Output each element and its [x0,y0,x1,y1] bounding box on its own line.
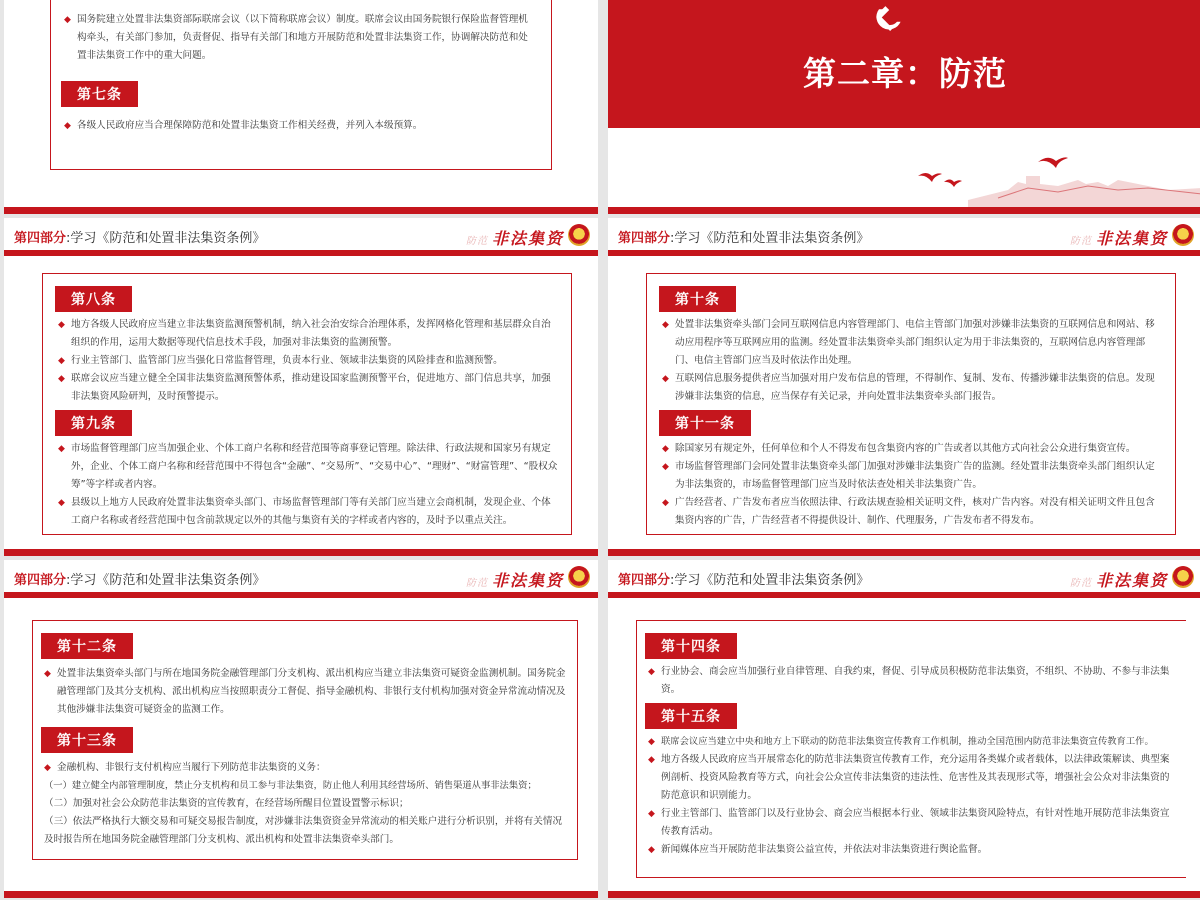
header-subtitle: :学习《防范和处置非法集资条例》 [670,231,870,246]
bottom-bar [608,891,1200,898]
list-item: ◆ 除国家另有规定外，任何单位和个人不得发布包含集资内容的广告或者以其他方式向社会公众进行集资宣传。 [659,440,1163,458]
bottom-bar [4,207,598,214]
slide-header [4,218,598,256]
national-emblem-icon [568,224,590,246]
article-title: 第八条 [55,286,132,312]
list-item: ◆ 市场监督管理部门会同处置非法集资牵头部门加强对涉嫌非法集资广告的监测。经处置非法集资牵头部门组织认定为非法集资的，市场监督管理部门应当及时依法查处相关非法集资广告。 [659,458,1163,494]
list-line: （二）加强对社会公众防范非法集资的宣传教育，在经营场所醒目位置设置警示标识； [44,798,409,809]
logo-main-text: 非法集资 [1095,571,1168,590]
content-box [50,0,552,170]
national-emblem-icon [1172,566,1194,588]
slide-header [4,560,598,598]
logo-main-text: 非法集资 [491,571,564,590]
slide-chapter-title [608,0,1200,214]
header-part: 第四部分 [618,573,671,588]
list-line: （三）依法严格执行大额交易和可疑交易报告制度，对涉嫌非法集资资金异常流动的相关账户进行分析识别，并将有关情况及时报告所在地国务院金融管理部门分支机构、派出机构和处置非法集资牵头部门。 [44,816,563,845]
list-item: ◆ 互联网信息服务提供者应当加强对用户发布信息的管理，不得制作、复制、发布、传播涉嫌非法集资的信息。发现涉嫌非法集资的信息，应当保存有关记录，并向处置非法集资牵头部门报告。 [659,370,1163,406]
list-item: ◆ 处置非法集资牵头部门与所在地国务院金融管理部门分支机构、派出机构应当建立非法集资可疑资金监测机制。国务院金融管理部门及其分支机构、派出机构应当按照职责分工督促、指导金融机构、非银行支付机构加强对资金异常流动情况及其他涉嫌非法集资可疑资金的监测工作。 [41,665,569,719]
slide-articles-14-15 [608,560,1200,898]
list-item: ◆ 联席会议应当建立健全全国非法集资监测预警体系，推动建设国家监测预警平台，促进地方、部门信息共享，加强非法集资风险研判，及时预警提示。 [55,370,559,406]
list-item: ◆ 地方各级人民政府应当建立非法集资监测预警机制，纳入社会治安综合治理体系，发挥网格化管理和基层群众自治组织的作用，运用大数据等现代信息技术手段，加强对非法集资的监测预警。 [55,316,559,352]
article-title: 第九条 [55,410,132,436]
article-title: 第十二条 [41,633,133,659]
header-logo [1070,568,1168,591]
list-item: ◆ 行业协会、商会应当加强行业自律管理、自我约束，督促、引导成员积极防范非法集资，不组织、不协助、不参与非法集资。 [645,663,1178,699]
bottom-bar [608,549,1200,556]
article-title: 第十五条 [645,703,737,729]
doves-great-wall-icon [908,150,1200,208]
article-title: 第十条 [659,286,736,312]
article-title: 第十四条 [645,633,737,659]
logo-main-text: 非法集资 [1095,229,1168,248]
header-part: 第四部分 [14,573,67,588]
list-item: ◆ 新闻媒体应当开展防范非法集资公益宣传，并依法对非法集资进行舆论监督。 [645,841,1178,859]
list-item: ◆ 行业主管部门、监管部门应当强化日常监督管理，负责本行业、领域非法集资的风险排查和监测预警。 [55,352,559,370]
bottom-bar [608,207,1200,214]
header-title [14,227,265,246]
logo-faint-text: 防范 [1069,578,1092,589]
article-title: 第七条 [61,81,138,107]
header-logo [1070,226,1168,249]
list-item: ◆ 联席会议应当建立中央和地方上下联动的防范非法集资宣传教育工作机制，推动全国范围内防范非法集资宣传教育工作。 [645,733,1178,751]
article-14-list [645,663,1182,699]
logo-main-text: 非法集资 [491,229,564,248]
list-item: ◆ 县级以上地方人民政府处置非法集资牵头部门、市场监督管理部门等有关部门应当建立会商机制，发现企业、个体工商户名称或者经营范围中包含前款规定以外的其他与集资有关的字样或者内容的，及时予以重点关注。 [55,494,559,530]
slide-articles-8-9 [4,218,598,556]
bottom-bar [4,891,598,898]
list-item: ◆ 市场监督管理部门应当加强企业、个体工商户名称和经营范围等商事登记管理。除法律、行政法规和国家另有规定外，企业、个体工商户名称和经营范围中不得包含“金融”、“交易所”、“交易中心”、“理财”、“财富管理”、“股权众筹”等字样或者内容。 [55,440,559,494]
article-title: 第十三条 [41,727,133,753]
chapter-title: 第二章：防范 [803,54,1007,93]
list-item: ◆ 地方各级人民政府应当开展常态化的防范非法集资宣传教育工作，充分运用各类媒介或者载体，以法律政策解读、典型案例剖析、投资风险教育等方式，向社会公众宣传非法集资的违法性、危害性及其表现形式等，增强社会公众对非法集资的防范意识和识别能力。 [645,751,1178,805]
article-8-list [55,316,563,406]
slide-header [608,218,1200,256]
article-12-list [41,665,573,719]
article-7-list [61,117,541,135]
logo-faint-text: 防范 [465,236,488,247]
header-title [618,569,869,588]
header-logo [466,568,564,591]
header-title [618,227,869,246]
article-10-list [659,316,1167,406]
content-box [646,273,1176,535]
list-item: ◆ 行业主管部门、监管部门以及行业协会、商会应当根据本行业、领域非法集资风险特点，有针对性地开展防范非法集资宣传教育活动。 [645,805,1178,841]
list-line: （一）建立健全内部管理制度，禁止分支机构和员工参与非法集资，防止他人利用其经营场所、销售渠道从事非法集资； [44,780,537,791]
slide-article-7 [4,0,598,214]
slide-header [608,560,1200,598]
header-part: 第四部分 [618,231,671,246]
article-9-list [55,440,563,530]
logo-faint-text: 防范 [465,578,488,589]
list-item: ◆ 处置非法集资牵头部门会同互联网信息内容管理部门、电信主管部门加强对涉嫌非法集资的互联网信息和网站、移动应用程序等互联网应用的监测。经处置非法集资牵头部门组织认定为用于非法集资的，互联网信息内容管理部门、电信主管部门应当及时依法作出处理。 [659,316,1163,370]
header-subtitle: :学习《防范和处置非法集资条例》 [66,231,266,246]
article-13-list [41,759,573,849]
content-box [636,620,1186,878]
national-emblem-icon [568,566,590,588]
slide-articles-10-11 [608,218,1200,556]
list-item: ◆ 国务院建立处置非法集资部际联席会议（以下简称联席会议）制度。联席会议由国务院银行保险监督管理机构牵头，有关部门参加，负责督促、指导有关部门和地方开展防范和处置非法集资工作，协调解决防范和处置非法集资工作中的重大问题。 [61,11,537,65]
content-box [42,273,572,535]
article-15-list [645,733,1182,859]
header-part: 第四部分 [14,231,67,246]
header-subtitle: :学习《防范和处置非法集资条例》 [670,573,870,588]
list-item: ◆ 广告经营者、广告发布者应当依照法律、行政法规查验相关证明文件，核对广告内容。对没有相关证明文件且包含集资内容的广告，广告经营者不得提供设计、制作、代理服务，广告发布者不得发布。 [659,494,1163,530]
bottom-bar [4,549,598,556]
logo-faint-text: 防范 [1069,236,1092,247]
header-logo [466,226,564,249]
list-item: ◆ 金融机构、非银行支付机构应当履行下列防范非法集资的义务： [41,759,569,777]
header-subtitle: :学习《防范和处置非法集资条例》 [66,573,266,588]
list-item: ◆ 各级人民政府应当合理保障防范和处置非法集资工作相关经费，并列入本级预算。 [61,117,537,135]
national-emblem-icon [1172,224,1194,246]
article-11-list [659,440,1167,530]
article-title: 第十一条 [659,410,751,436]
slide-articles-12-13 [4,560,598,898]
hammer-sickle-icon [870,2,906,38]
content-box [32,620,578,860]
header-title [14,569,265,588]
